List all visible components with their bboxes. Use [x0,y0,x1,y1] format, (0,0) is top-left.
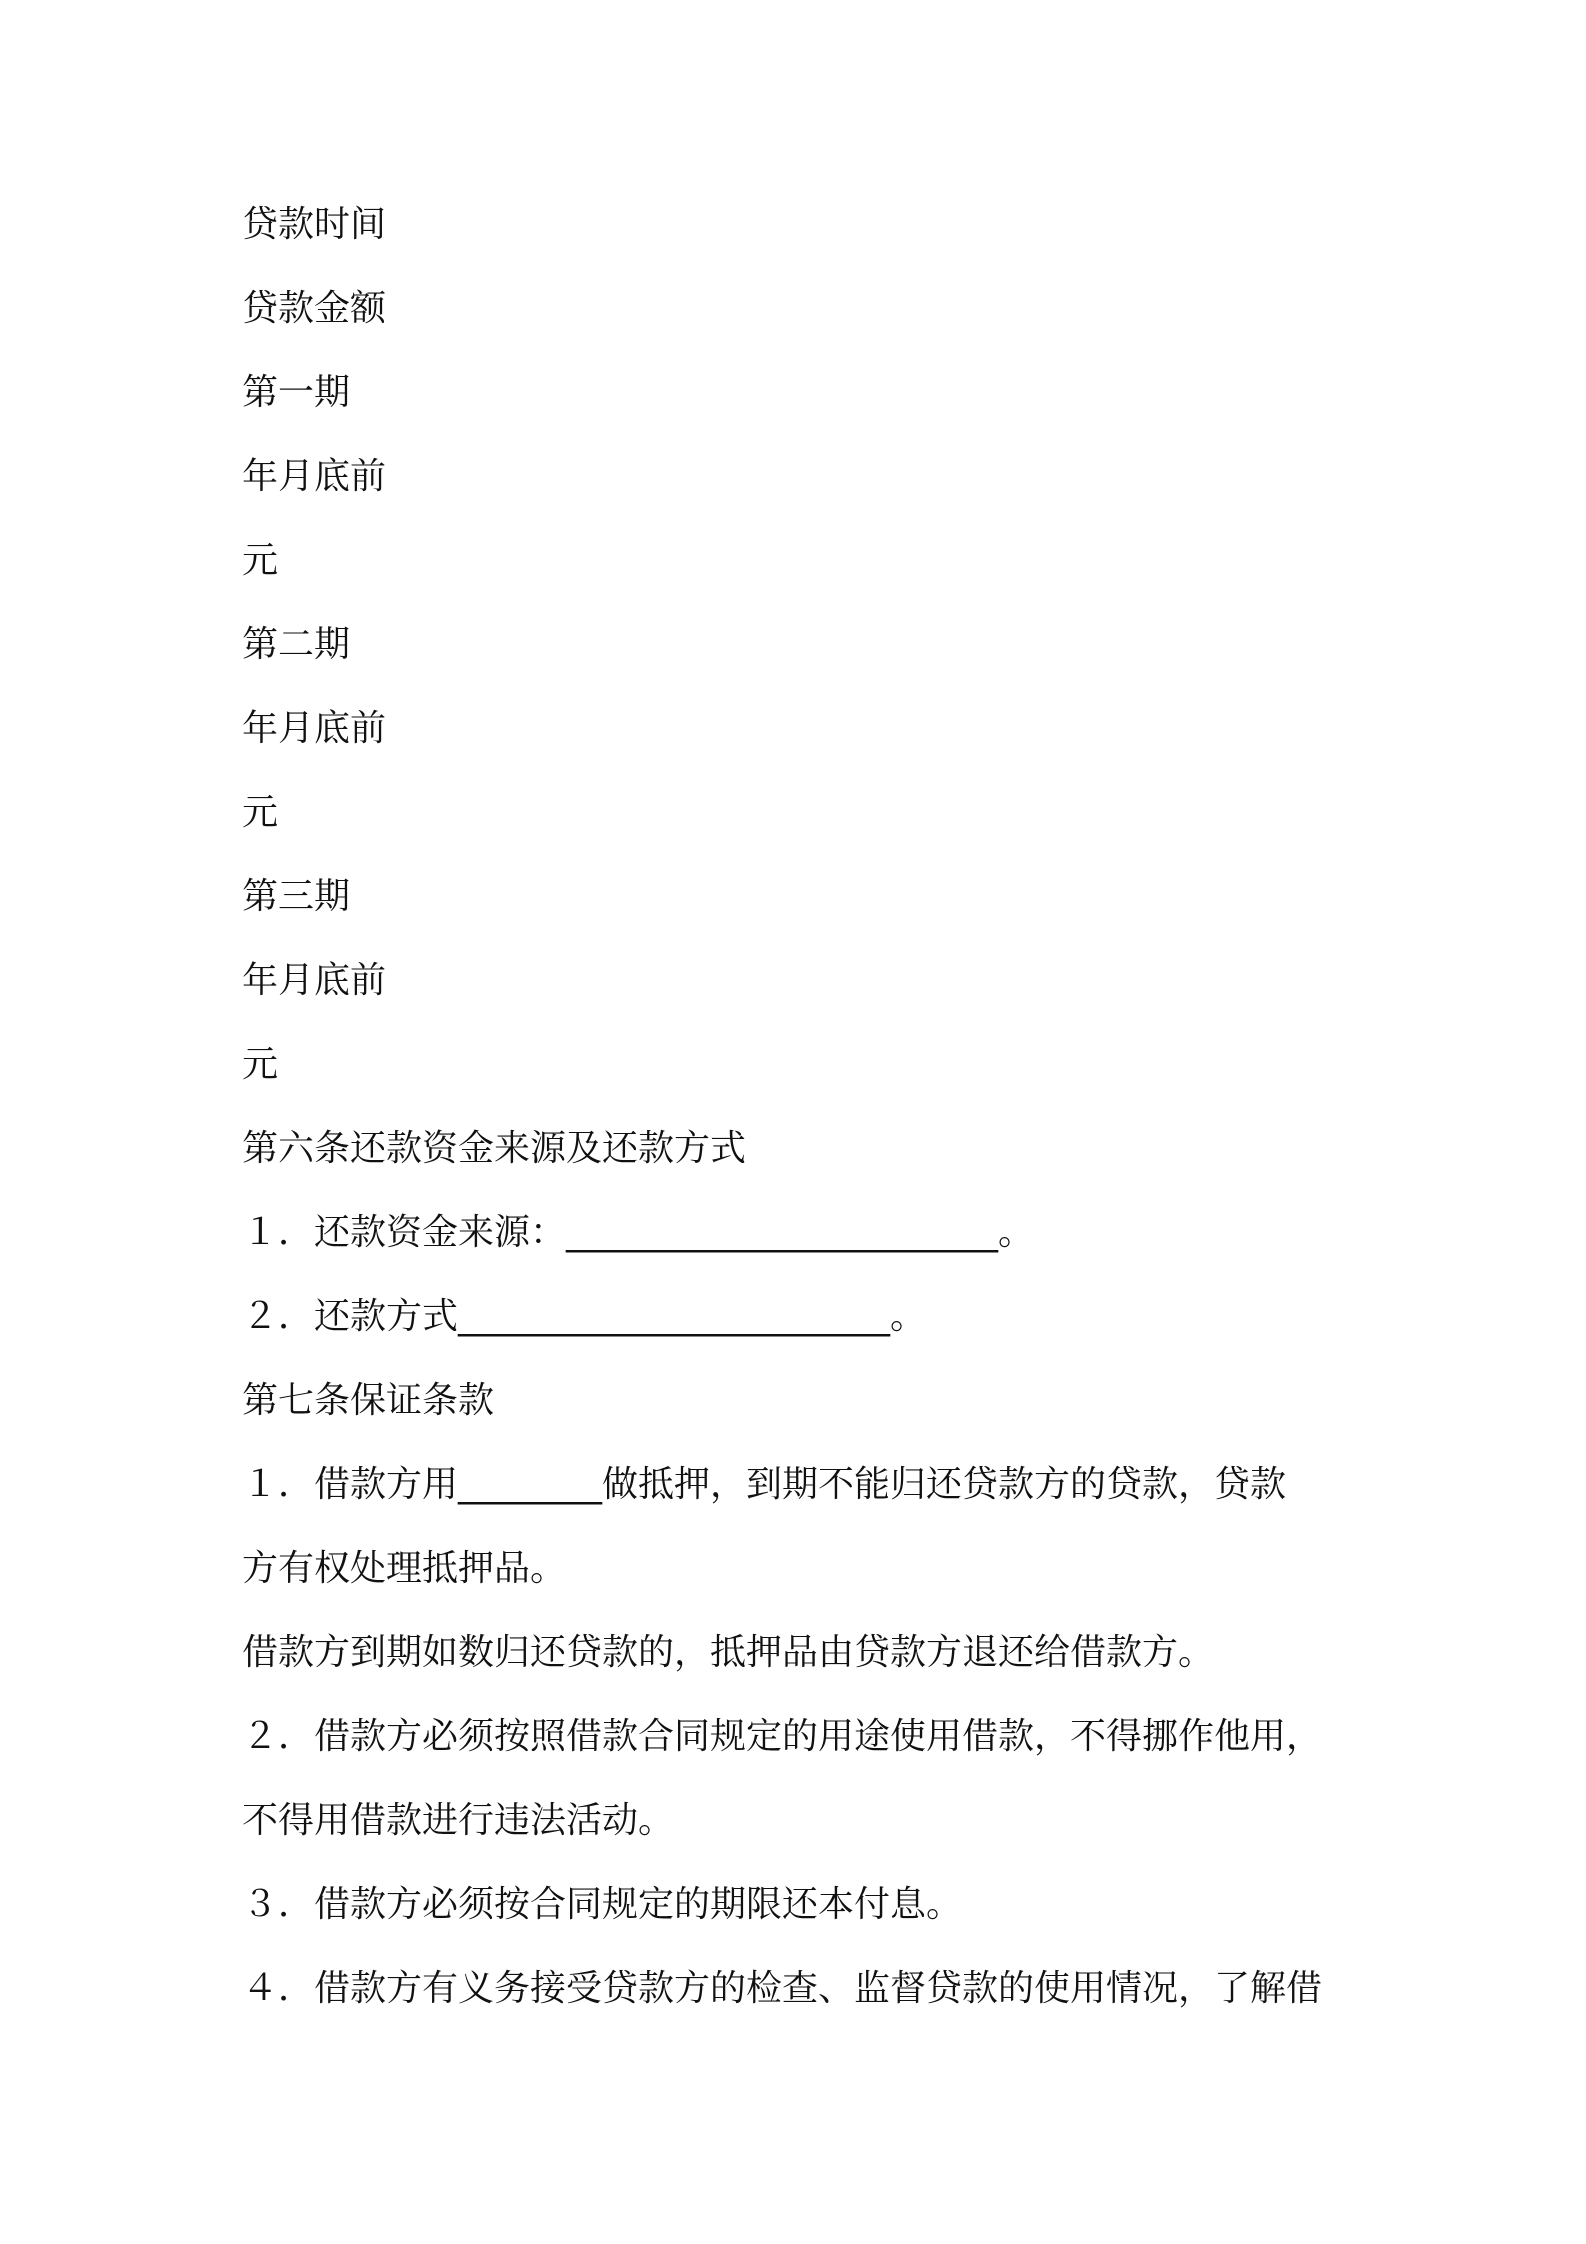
article-7-item-3: ３．借款方必须按合同规定的期限还本付息。 [242,1884,963,1925]
period-3-date-label: 年月底前 [242,960,387,1001]
period-2-label: 第二期 [242,624,351,665]
article-7-item-1-line-3: 借款方到期如数归还贷款的，抵押品由贷款方退还给借款方。 [242,1632,1215,1673]
article-7-item-2-line-1: ２．借款方必须按照借款合同规定的用途使用借款，不得挪作他用， [242,1716,1323,1757]
period-3-unit-label: 元 [242,1044,279,1085]
article-6-heading: 第六条还款资金来源及还款方式 [242,1128,747,1169]
period-1-label: 第一期 [242,372,351,413]
loan-time-label: 贷款时间 [242,204,387,245]
document-body [242,200,1352,2048]
article-7-item-1-line-1: １．借款方用________做抵押，到期不能归还贷款方的贷款，贷款 [242,1464,1287,1505]
article-7-item-4-line-1: ４．借款方有义务接受贷款方的检查、监督贷款的使用情况，了解借 [242,1968,1323,2009]
article-7-item-1-line-2: 方有权处理抵押品。 [242,1548,567,1589]
article-7-item-2-line-2: 不得用借款进行违法活动。 [242,1800,675,1841]
period-3-label: 第三期 [242,876,351,917]
article-6-item-2: ２．还款方式________________________。 [242,1296,927,1337]
period-2-unit-label: 元 [242,792,279,833]
article-7-heading: 第七条保证条款 [242,1380,495,1421]
article-6-item-1: １．还款资金来源：________________________。 [242,1212,1035,1253]
loan-amount-label: 贷款金额 [242,288,387,329]
period-1-date-label: 年月底前 [242,456,387,497]
period-1-unit-label: 元 [242,540,279,581]
period-2-date-label: 年月底前 [242,708,387,749]
